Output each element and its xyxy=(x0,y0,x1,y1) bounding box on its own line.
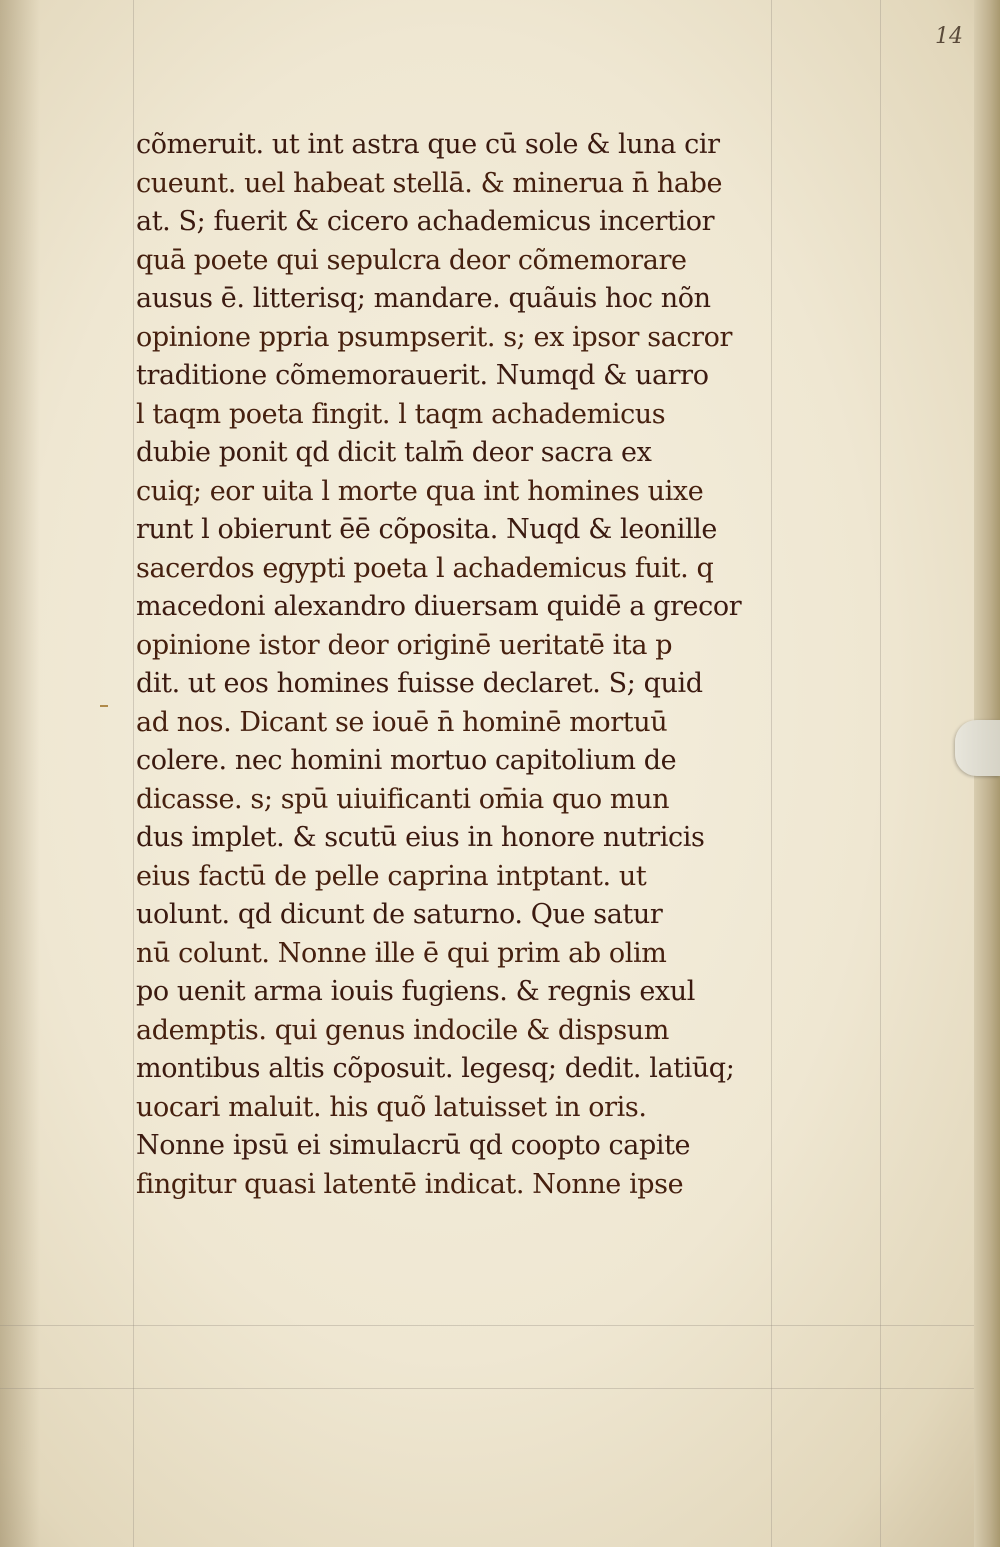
text-line: cuiq; eor uita l morte qua int homines uixe xyxy=(136,475,704,507)
text-line: ademptis. qui genus indocile & dispsum xyxy=(136,1014,669,1046)
text-line: uocari maluit. his quõ latuisset in oris. xyxy=(136,1091,647,1123)
page-tab-marker xyxy=(955,720,1000,776)
text-line: opinione ppria psumpserit. s; ex ipsor sacror xyxy=(136,321,732,353)
text-line: colere. nec homini mortuo capitolium de xyxy=(136,745,677,776)
text-line: montibus altis cõposuit. legesq; dedit. latiūq; xyxy=(136,1053,735,1084)
text-line: traditione cõmemorauerit. Numqd & uarro xyxy=(136,360,709,391)
text-line: ad nos. Dicant se iouē n̄ hominē mortuū xyxy=(136,706,668,738)
text-line: l taqm poeta fingit. l taqm achademicus xyxy=(136,398,666,430)
text-line: nū colunt. Nonne ille ē qui prim ab olim xyxy=(136,937,667,969)
text-line: dus implet. & scutū eius in honore nutricis xyxy=(136,822,705,853)
gutter-shadow xyxy=(0,0,40,1547)
text-line: macedoni alexandro diuersam quidē a grecor xyxy=(136,591,742,622)
ruling-line-outer xyxy=(880,0,881,1547)
ruling-line-bottom-2 xyxy=(0,1388,975,1389)
text-line: eius factū de pelle caprina intptant. ut xyxy=(136,860,647,892)
text-line: ausus ē. litterisq; mandare. quãuis hoc nõn xyxy=(136,283,711,314)
text-line: at. S; fuerit & cicero achademicus incertior xyxy=(136,206,715,237)
text-block xyxy=(136,126,786,1204)
text-line: cueunt. uel habeat stellā. & minerua n̄ habe xyxy=(136,167,723,199)
text-line: fingitur quasi latentē indicat. Nonne ipse xyxy=(136,1168,684,1200)
ruling-line-left xyxy=(133,0,134,1547)
text-line: uolunt. qd dicunt de saturno. Que satur xyxy=(136,899,663,930)
text-line: quā poete qui sepulcra deor cõmemorare xyxy=(136,244,687,276)
margin-mark xyxy=(100,705,108,707)
text-line: runt l obierunt ēē cõposita. Nuqd & leonille xyxy=(136,514,717,545)
text-line: dicasse. s; spū uiuificanti om̄ia quo mun xyxy=(136,783,670,815)
text-line: sacerdos egypti poeta l achademicus fuit. q xyxy=(136,552,714,584)
text-line: opinione istor deor originē ueritatē ita p xyxy=(136,629,673,661)
text-line: cõmeruit. ut int astra que cū sole & luna cir xyxy=(136,129,720,160)
text-line: Nonne ipsū ei simulacrū qd coopto capite xyxy=(136,1130,691,1161)
text-line: dit. ut eos homines fuisse declaret. S; quid xyxy=(136,668,703,699)
folio-number: 14 xyxy=(935,24,963,49)
text-line: po uenit arma iouis fugiens. & regnis exul xyxy=(136,976,695,1007)
ruling-line-bottom-1 xyxy=(0,1325,975,1326)
text-line: dubie ponit qd dicit talm̄ deor sacra ex xyxy=(136,437,652,468)
